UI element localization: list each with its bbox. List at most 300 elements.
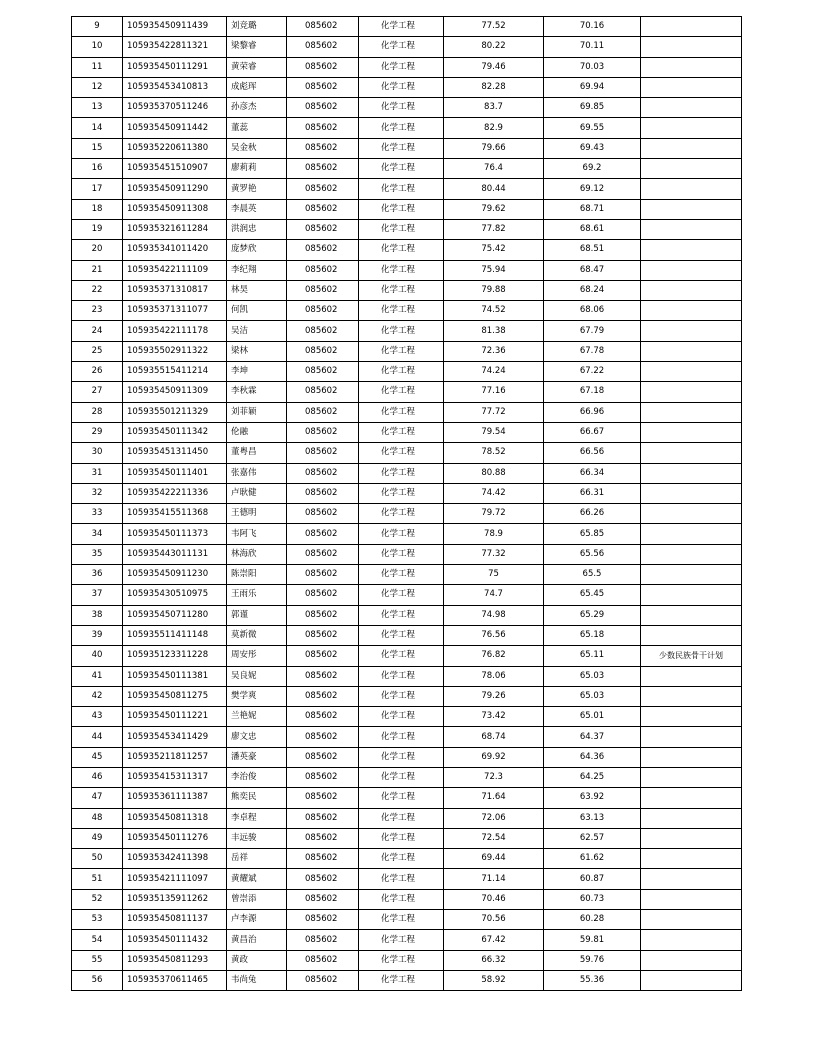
score-total-cell: 69.43 [544,138,641,158]
major-code-cell: 085602 [287,544,359,564]
candidate-id-cell: 105935443011131 [123,544,227,564]
candidate-name-cell: 王雨乐 [227,585,287,605]
score-total-cell: 65.29 [544,605,641,625]
table-row [72,808,742,828]
candidate-id-cell: 105935211811257 [123,747,227,767]
score-first-cell: 71.14 [444,869,544,889]
candidate-name-cell: 吴良妮 [227,666,287,686]
major-name-cell: 化学工程 [359,565,444,585]
score-first-cell: 83.7 [444,98,544,118]
remark-cell [641,808,742,828]
row-number-cell: 18 [72,199,123,219]
major-code-cell: 085602 [287,585,359,605]
candidate-name-cell: 郭谨 [227,605,287,625]
score-first-cell: 79.54 [444,422,544,442]
score-first-cell: 72.06 [444,808,544,828]
row-number-cell: 30 [72,443,123,463]
table-row [72,524,742,544]
table-row [72,362,742,382]
row-number-cell: 33 [72,504,123,524]
candidate-name-cell: 成彪珲 [227,77,287,97]
score-first-cell: 72.3 [444,767,544,787]
score-first-cell: 79.62 [444,199,544,219]
score-first-cell: 79.88 [444,280,544,300]
candidate-name-cell: 李治俊 [227,767,287,787]
row-number-cell: 20 [72,240,123,260]
major-name-cell: 化学工程 [359,98,444,118]
remark-cell [641,970,742,990]
major-name-cell: 化学工程 [359,280,444,300]
candidate-id-cell: 105935361111387 [123,788,227,808]
score-first-cell: 74.7 [444,585,544,605]
table-row [72,77,742,97]
major-name-cell: 化学工程 [359,585,444,605]
major-name-cell: 化学工程 [359,747,444,767]
candidate-id-cell: 105935451311450 [123,443,227,463]
score-total-cell: 59.81 [544,930,641,950]
table-row [72,240,742,260]
major-code-cell: 085602 [287,828,359,848]
candidate-name-cell: 兰艳妮 [227,707,287,727]
candidate-id-cell: 105935341011420 [123,240,227,260]
major-code-cell: 085602 [287,788,359,808]
major-name-cell: 化学工程 [359,828,444,848]
candidate-name-cell: 庞梦欣 [227,240,287,260]
score-first-cell: 77.32 [444,544,544,564]
score-first-cell: 70.56 [444,910,544,930]
major-code-cell: 085602 [287,179,359,199]
candidate-name-cell: 孙彦杰 [227,98,287,118]
table-row [72,483,742,503]
table-row [72,950,742,970]
score-first-cell: 75.94 [444,260,544,280]
score-first-cell: 77.82 [444,219,544,239]
candidate-id-cell: 105935450111401 [123,463,227,483]
score-first-cell: 78.9 [444,524,544,544]
major-code-cell: 085602 [287,666,359,686]
candidate-id-cell: 105935450111276 [123,828,227,848]
candidate-name-cell: 林海欣 [227,544,287,564]
table-row [72,828,742,848]
table-row [72,57,742,77]
score-total-cell: 62.57 [544,828,641,848]
row-number-cell: 37 [72,585,123,605]
score-first-cell: 80.22 [444,37,544,57]
table-row [72,889,742,909]
candidate-id-cell: 105935450911230 [123,565,227,585]
major-code-cell: 085602 [287,970,359,990]
major-name-cell: 化学工程 [359,504,444,524]
remark-cell [641,524,742,544]
table-row [72,625,742,645]
table-row [72,970,742,990]
major-code-cell: 085602 [287,260,359,280]
score-total-cell: 68.61 [544,219,641,239]
score-total-cell: 67.79 [544,321,641,341]
row-number-cell: 11 [72,57,123,77]
major-name-cell: 化学工程 [359,808,444,828]
score-first-cell: 80.44 [444,179,544,199]
table-row [72,930,742,950]
table-row [72,849,742,869]
score-total-cell: 59.76 [544,950,641,970]
remark-cell [641,443,742,463]
remark-cell [641,544,742,564]
major-code-cell: 085602 [287,605,359,625]
remark-cell [641,605,742,625]
candidate-name-cell: 李纪翔 [227,260,287,280]
candidate-id-cell: 105935450111342 [123,422,227,442]
candidate-id-cell: 105935502911322 [123,341,227,361]
row-number-cell: 10 [72,37,123,57]
candidate-id-cell: 105935135911262 [123,889,227,909]
remark-cell [641,707,742,727]
table-row [72,422,742,442]
table-row [72,707,742,727]
major-name-cell: 化学工程 [359,240,444,260]
candidate-name-cell: 张嘉伟 [227,463,287,483]
major-code-cell: 085602 [287,889,359,909]
row-number-cell: 47 [72,788,123,808]
major-name-cell: 化学工程 [359,950,444,970]
row-number-cell: 22 [72,280,123,300]
score-total-cell: 65.56 [544,544,641,564]
table-row [72,341,742,361]
major-code-cell: 085602 [287,504,359,524]
row-number-cell: 44 [72,727,123,747]
candidate-name-cell: 董蕊 [227,118,287,138]
remark-cell [641,219,742,239]
row-number-cell: 19 [72,219,123,239]
candidate-name-cell: 丰远骏 [227,828,287,848]
table-row [72,138,742,158]
score-total-cell: 68.71 [544,199,641,219]
score-total-cell: 66.34 [544,463,641,483]
score-total-cell: 60.28 [544,910,641,930]
major-name-cell: 化学工程 [359,524,444,544]
remark-cell [641,869,742,889]
table-row [72,666,742,686]
score-total-cell: 69.12 [544,179,641,199]
score-first-cell: 69.44 [444,849,544,869]
table-row [72,402,742,422]
score-total-cell: 69.85 [544,98,641,118]
row-number-cell: 39 [72,625,123,645]
major-name-cell: 化学工程 [359,179,444,199]
candidate-id-cell: 105935453410813 [123,77,227,97]
row-number-cell: 16 [72,159,123,179]
candidate-id-cell: 105935450111432 [123,930,227,950]
candidate-name-cell: 黄荣睿 [227,57,287,77]
major-name-cell: 化学工程 [359,666,444,686]
major-name-cell: 化学工程 [359,77,444,97]
score-first-cell: 69.92 [444,747,544,767]
candidate-name-cell: 周安彤 [227,646,287,666]
score-total-cell: 63.13 [544,808,641,828]
candidate-id-cell: 105935450111291 [123,57,227,77]
table-row [72,382,742,402]
score-first-cell: 72.54 [444,828,544,848]
row-number-cell: 53 [72,910,123,930]
remark-cell [641,341,742,361]
score-total-cell: 67.22 [544,362,641,382]
candidate-name-cell: 刘竞璐 [227,17,287,37]
candidate-name-cell: 伦融 [227,422,287,442]
row-number-cell: 9 [72,17,123,37]
table-row [72,767,742,787]
table-row [72,585,742,605]
score-total-cell: 68.47 [544,260,641,280]
remark-cell [641,402,742,422]
remark-cell [641,37,742,57]
score-total-cell: 68.51 [544,240,641,260]
row-number-cell: 15 [72,138,123,158]
remark-cell [641,57,742,77]
candidate-id-cell: 105935370611465 [123,970,227,990]
table-row [72,646,742,666]
score-first-cell: 76.4 [444,159,544,179]
score-total-cell: 64.36 [544,747,641,767]
score-total-cell: 60.73 [544,889,641,909]
candidate-id-cell: 105935450911309 [123,382,227,402]
row-number-cell: 48 [72,808,123,828]
candidate-id-cell: 105935421111097 [123,869,227,889]
candidate-name-cell: 韦阿飞 [227,524,287,544]
major-code-cell: 085602 [287,240,359,260]
row-number-cell: 34 [72,524,123,544]
major-code-cell: 085602 [287,159,359,179]
row-number-cell: 50 [72,849,123,869]
row-number-cell: 54 [72,930,123,950]
candidate-name-cell: 潘英豪 [227,747,287,767]
remark-cell: 少数民族骨干计划 [641,646,742,666]
candidate-name-cell: 熊奕民 [227,788,287,808]
major-code-cell: 085602 [287,646,359,666]
remark-cell [641,159,742,179]
remark-cell [641,666,742,686]
major-name-cell: 化学工程 [359,159,444,179]
major-name-cell: 化学工程 [359,910,444,930]
table-row [72,910,742,930]
major-name-cell: 化学工程 [359,321,444,341]
candidate-name-cell: 吴金秋 [227,138,287,158]
score-first-cell: 68.74 [444,727,544,747]
remark-cell [641,889,742,909]
score-first-cell: 79.26 [444,686,544,706]
candidate-id-cell: 105935422111109 [123,260,227,280]
major-name-cell: 化学工程 [359,422,444,442]
table-row [72,321,742,341]
major-code-cell: 085602 [287,199,359,219]
score-first-cell: 81.38 [444,321,544,341]
major-code-cell: 085602 [287,849,359,869]
major-code-cell: 085602 [287,57,359,77]
table-row [72,199,742,219]
major-name-cell: 化学工程 [359,443,444,463]
score-first-cell: 74.42 [444,483,544,503]
remark-cell [641,179,742,199]
table-row [72,443,742,463]
major-code-cell: 085602 [287,707,359,727]
major-name-cell: 化学工程 [359,57,444,77]
score-first-cell: 74.24 [444,362,544,382]
row-number-cell: 29 [72,422,123,442]
major-code-cell: 085602 [287,463,359,483]
row-number-cell: 40 [72,646,123,666]
candidate-name-cell: 刘菲颖 [227,402,287,422]
table-row [72,686,742,706]
major-name-cell: 化学工程 [359,219,444,239]
candidate-name-cell: 莫新微 [227,625,287,645]
row-number-cell: 17 [72,179,123,199]
row-number-cell: 49 [72,828,123,848]
candidate-id-cell: 105935450111373 [123,524,227,544]
candidate-name-cell: 何凯 [227,301,287,321]
score-first-cell: 79.46 [444,57,544,77]
candidate-name-cell: 黄政 [227,950,287,970]
row-number-cell: 52 [72,889,123,909]
major-code-cell: 085602 [287,869,359,889]
candidate-name-cell: 梁黎睿 [227,37,287,57]
score-total-cell: 65.45 [544,585,641,605]
remark-cell [641,727,742,747]
major-name-cell: 化学工程 [359,869,444,889]
remark-cell [641,625,742,645]
remark-cell [641,463,742,483]
candidate-id-cell: 105935415511368 [123,504,227,524]
major-name-cell: 化学工程 [359,463,444,483]
candidate-id-cell: 105935450111381 [123,666,227,686]
score-total-cell: 67.18 [544,382,641,402]
candidate-name-cell: 岳祥 [227,849,287,869]
score-total-cell: 60.87 [544,869,641,889]
candidate-name-cell: 陈崇阳 [227,565,287,585]
score-total-cell: 66.56 [544,443,641,463]
candidate-id-cell: 105935371310817 [123,280,227,300]
major-code-cell: 085602 [287,747,359,767]
row-number-cell: 51 [72,869,123,889]
score-total-cell: 67.78 [544,341,641,361]
major-code-cell: 085602 [287,17,359,37]
candidate-name-cell: 廖文忠 [227,727,287,747]
major-name-cell: 化学工程 [359,382,444,402]
score-total-cell: 66.31 [544,483,641,503]
candidate-id-cell: 105935511411148 [123,625,227,645]
table-row [72,504,742,524]
major-code-cell: 085602 [287,321,359,341]
row-number-cell: 12 [72,77,123,97]
score-first-cell: 70.46 [444,889,544,909]
remark-cell [641,686,742,706]
candidate-id-cell: 105935450811275 [123,686,227,706]
major-name-cell: 化学工程 [359,605,444,625]
candidate-id-cell: 105935422111178 [123,321,227,341]
score-total-cell: 65.01 [544,707,641,727]
candidate-id-cell: 105935450811293 [123,950,227,970]
candidate-id-cell: 105935422211336 [123,483,227,503]
score-total-cell: 69.2 [544,159,641,179]
score-first-cell: 82.9 [444,118,544,138]
candidate-id-cell: 105935450711280 [123,605,227,625]
major-code-cell: 085602 [287,930,359,950]
score-table-sheet [71,16,741,991]
score-first-cell: 80.88 [444,463,544,483]
table-body [72,17,742,991]
remark-cell [641,301,742,321]
score-first-cell: 71.64 [444,788,544,808]
table-row [72,544,742,564]
candidate-id-cell: 105935370511246 [123,98,227,118]
major-name-cell: 化学工程 [359,37,444,57]
remark-cell [641,849,742,869]
score-total-cell: 68.24 [544,280,641,300]
candidate-name-cell: 李卓程 [227,808,287,828]
candidate-name-cell: 董粤昌 [227,443,287,463]
candidate-name-cell: 王德明 [227,504,287,524]
row-number-cell: 14 [72,118,123,138]
score-first-cell: 72.36 [444,341,544,361]
major-code-cell: 085602 [287,686,359,706]
major-name-cell: 化学工程 [359,402,444,422]
major-code-cell: 085602 [287,280,359,300]
major-code-cell: 085602 [287,402,359,422]
score-total-cell: 66.26 [544,504,641,524]
row-number-cell: 23 [72,301,123,321]
row-number-cell: 42 [72,686,123,706]
major-name-cell: 化学工程 [359,362,444,382]
major-name-cell: 化学工程 [359,301,444,321]
remark-cell [641,138,742,158]
major-code-cell: 085602 [287,118,359,138]
candidate-id-cell: 105935415311317 [123,767,227,787]
candidate-name-cell: 李坤 [227,362,287,382]
candidate-id-cell: 105935450911442 [123,118,227,138]
row-number-cell: 21 [72,260,123,280]
major-name-cell: 化学工程 [359,341,444,361]
score-first-cell: 74.98 [444,605,544,625]
major-name-cell: 化学工程 [359,625,444,645]
candidate-name-cell: 黄昌治 [227,930,287,950]
score-total-cell: 70.11 [544,37,641,57]
candidate-name-cell: 李晨英 [227,199,287,219]
table-row [72,605,742,625]
remark-cell [641,118,742,138]
major-name-cell: 化学工程 [359,970,444,990]
candidate-id-cell: 105935450911290 [123,179,227,199]
table-row [72,219,742,239]
candidate-name-cell: 李秋霖 [227,382,287,402]
remark-cell [641,382,742,402]
row-number-cell: 46 [72,767,123,787]
candidate-name-cell: 卢耿健 [227,483,287,503]
score-total-cell: 55.36 [544,970,641,990]
score-total-cell: 65.85 [544,524,641,544]
row-number-cell: 24 [72,321,123,341]
row-number-cell: 26 [72,362,123,382]
score-first-cell: 77.16 [444,382,544,402]
candidate-name-cell: 吴洁 [227,321,287,341]
major-code-cell: 085602 [287,950,359,970]
score-first-cell: 75.42 [444,240,544,260]
major-name-cell: 化学工程 [359,788,444,808]
major-code-cell: 085602 [287,219,359,239]
major-name-cell: 化学工程 [359,483,444,503]
candidate-name-cell: 曾崇添 [227,889,287,909]
table-row [72,463,742,483]
candidate-id-cell: 105935422811321 [123,37,227,57]
major-code-cell: 085602 [287,808,359,828]
remark-cell [641,950,742,970]
